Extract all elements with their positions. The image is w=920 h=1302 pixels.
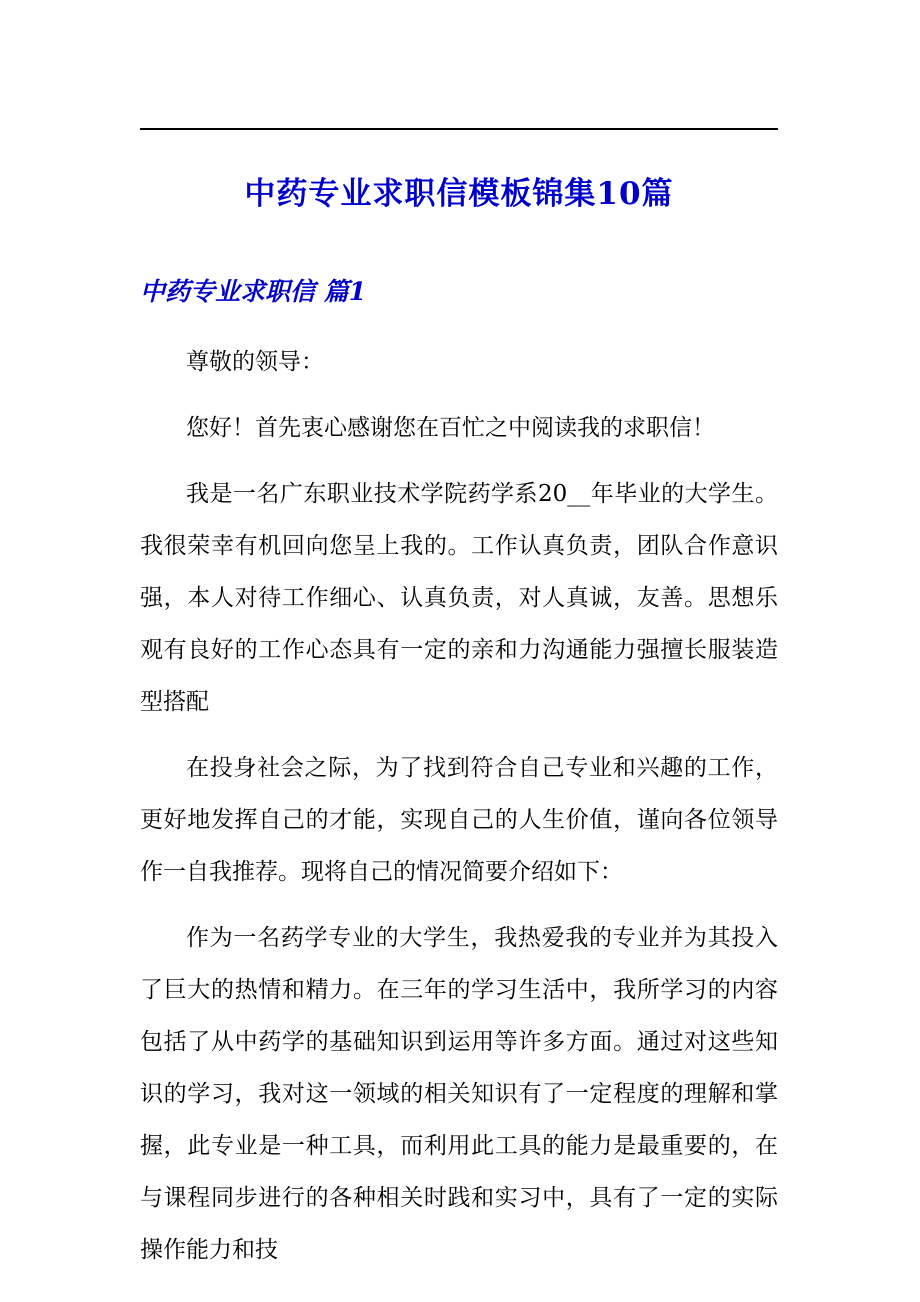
paragraph-self-introduction: 我是一名广东职业技术学院药学系20__年毕业的大学生。我很荣幸有机回向您呈上我的。工作认真负责，团队合作意识强，本人对待工作细心、认真负责，对人真诚，友善。思想乐观有良好的工作心态具有一定的亲和力沟通能力强擅长服装造型搭配 <box>140 481 778 715</box>
horizontal-rule <box>140 128 778 130</box>
paragraph-greeting: 您好！首先衷心感谢您在百忙之中阅读我的求职信！ <box>186 415 715 441</box>
section-heading: 中药专业求职信 篇1 <box>140 277 367 306</box>
paragraph-motivation: 在投身社会之际，为了找到符合自己专业和兴趣的工作，更好地发挥自己的才能，实现自己的人生价值，谨向各位领导作一自我推荐。现将自己的情况简要介绍如下： <box>140 755 778 885</box>
paragraph-salutation: 尊敬的领导： <box>186 349 324 375</box>
document-title: 中药专业求职信模板锦集10篇 <box>244 176 674 212</box>
paragraph-study-experience: 作为一名药学专业的大学生，我热爱我的专业并为其投入了巨大的热情和精力。在三年的学习生活中，我所学习的内容包括了从中药学的基础知识到运用等许多方面。通过对这些知识的学习，我对这一领域的相关知识有了一定程度的理解和掌握，此专业是一种工具，而利用此工具的能力是最重要的，在与课程同步进行的各种相关时践和实习中，具有了一定的实际操作能力和技 <box>140 925 778 1263</box>
